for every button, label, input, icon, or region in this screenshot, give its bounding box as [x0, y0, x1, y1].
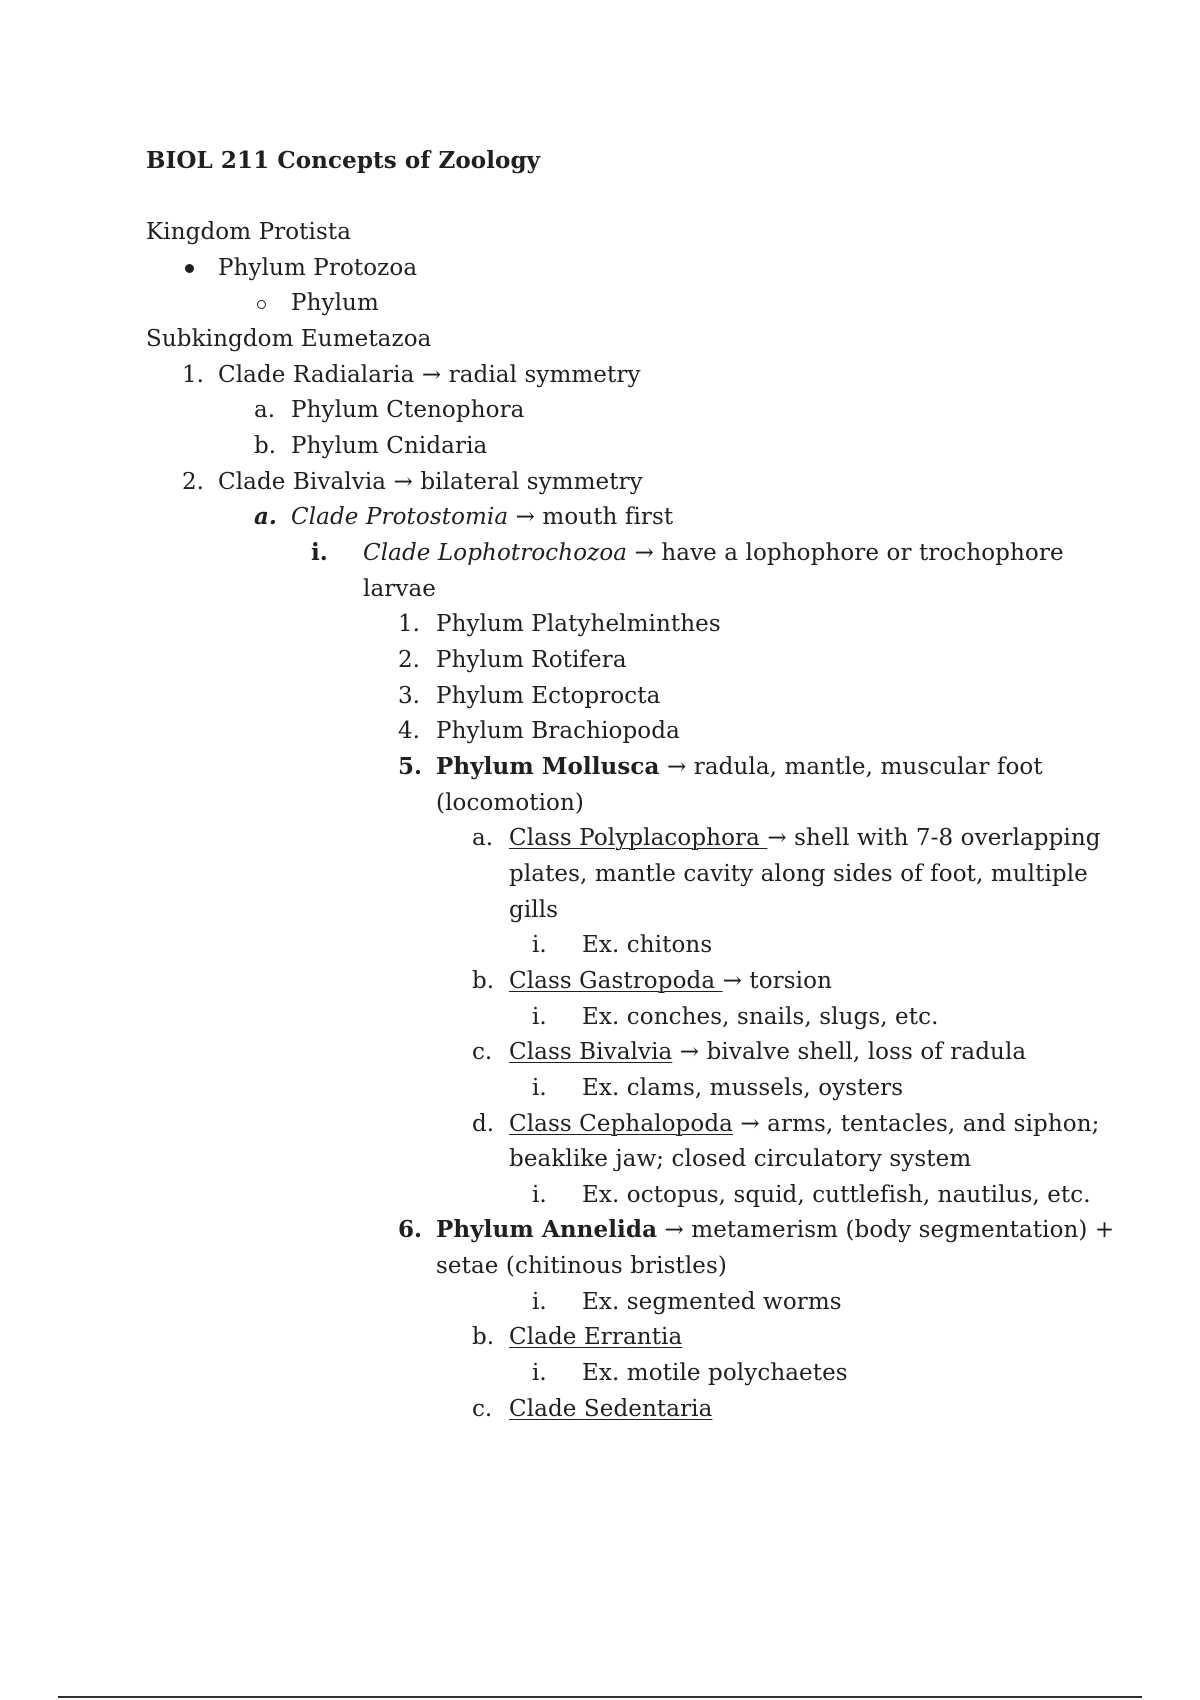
class-gastropoda-item [509, 966, 832, 996]
list-marker: 5. [398, 753, 423, 780]
clade-name: Clade Radialaria [218, 362, 415, 388]
clade-lophotrochozoa-item [363, 538, 1064, 568]
phylum-sub-item: Phylum [291, 290, 379, 316]
example-item: Ex. clams, mussels, oysters [582, 1075, 904, 1101]
example-item: Ex. conches, snails, slugs, etc. [582, 1004, 939, 1030]
phylum-name: Phylum Mollusca [436, 753, 660, 780]
list-marker: b. [472, 1324, 495, 1350]
phylum-ctenophora-item: Phylum Ctenophora [291, 397, 525, 423]
clade-radialaria-item [218, 360, 641, 390]
class-name: Class Cephalopoda [509, 1111, 733, 1137]
list-marker: 6. [398, 1216, 423, 1243]
clade-description: radial symmetry [448, 362, 641, 388]
phylum-mollusca-item [436, 752, 1043, 782]
phylum-name: Phylum Annelida [436, 1216, 658, 1243]
class-description: shell with 7-8 overlapping [794, 825, 1101, 851]
clade-bivalvia-item [218, 467, 643, 497]
class-description-continued: plates, mantle cavity along sides of foot, multiple [509, 861, 1088, 887]
clade-description: have a lophophore or trochophore [661, 540, 1064, 566]
clade-name: Clade Errantia [509, 1324, 683, 1350]
phylum-ectoprocta-item: Phylum Ectoprocta [436, 683, 661, 709]
phylum-description-continued: (locomotion) [436, 790, 584, 816]
arrow-icon: → [421, 362, 442, 388]
class-name: Class Bivalvia [509, 1039, 673, 1065]
arrow-icon: → [679, 1039, 700, 1065]
clade-sedentaria-item [509, 1394, 712, 1424]
footer-divider [58, 1696, 1142, 1698]
class-description: torsion [749, 968, 832, 994]
arrow-icon: → [666, 754, 687, 780]
phylum-rotifera-item: Phylum Rotifera [436, 647, 627, 673]
phylum-description: metamerism (body segmentation) + [691, 1217, 1115, 1243]
list-marker: 1. [182, 362, 204, 388]
list-marker: i. [532, 1360, 547, 1386]
class-description-continued: gills [509, 897, 559, 923]
list-marker: c. [472, 1039, 493, 1065]
kingdom-protista-heading: Kingdom Protista [146, 219, 352, 245]
phylum-platyhelminthes-item: Phylum Platyhelminthes [436, 611, 721, 637]
list-marker: 2. [398, 647, 420, 673]
phylum-annelida-item [436, 1215, 1114, 1245]
list-marker: 1. [398, 611, 420, 637]
clade-name: Clade Sedentaria [509, 1396, 713, 1422]
arrow-icon: → [393, 469, 413, 495]
arrow-icon: → [722, 968, 742, 994]
arrow-icon: → [767, 825, 787, 851]
list-marker: b. [254, 433, 277, 459]
arrow-icon: → [515, 504, 535, 530]
subkingdom-heading: Subkingdom Eumetazoa [146, 326, 432, 352]
clade-description: bilateral symmetry [420, 469, 643, 495]
example-item: Ex. octopus, squid, cuttlefish, nautilus, etc. [582, 1182, 1091, 1208]
bullet-filled-icon [185, 264, 194, 273]
bullet-hollow-icon [257, 300, 266, 309]
list-marker: 4. [398, 718, 420, 744]
phylum-description-continued: setae (chitinous bristles) [436, 1253, 727, 1279]
clade-name: Clade Lophotrochozoa [363, 540, 628, 566]
list-marker: i. [532, 1075, 547, 1101]
class-polyplacophora-item [509, 823, 1101, 853]
phylum-description: radula, mantle, muscular foot [693, 754, 1043, 780]
arrow-icon: → [740, 1111, 760, 1137]
clade-errantia-item [509, 1322, 682, 1352]
arrow-icon: → [664, 1217, 684, 1243]
list-marker: a. [254, 397, 276, 423]
example-item: Ex. motile polychaetes [582, 1360, 848, 1386]
document-title: BIOL 211 Concepts of Zoology [146, 147, 541, 174]
class-description: arms, tentacles, and siphon; [767, 1111, 1100, 1137]
list-marker: b. [472, 968, 495, 994]
arrow-icon: → [634, 540, 654, 566]
list-marker: i. [532, 1004, 547, 1030]
class-description: bivalve shell, loss of radula [706, 1039, 1027, 1065]
clade-name: Clade Bivalvia [218, 469, 387, 495]
class-name: Class Polyplacophora [509, 825, 768, 851]
phylum-brachiopoda-item: Phylum Brachiopoda [436, 718, 680, 744]
list-marker: a. [472, 825, 494, 851]
clade-name: Clade Protostomia [291, 504, 509, 530]
list-marker: d. [472, 1111, 495, 1137]
list-marker: i. [311, 539, 328, 566]
class-name: Class Gastropoda [509, 968, 723, 994]
list-marker: a. [254, 503, 277, 530]
list-marker: 3. [398, 683, 420, 709]
example-item: Ex. segmented worms [582, 1289, 842, 1315]
list-marker: i. [532, 1182, 547, 1208]
class-description-continued: beaklike jaw; closed circulatory system [509, 1146, 972, 1172]
example-item: Ex. chitons [582, 932, 713, 958]
phylum-cnidaria-item: Phylum Cnidaria [291, 433, 488, 459]
clade-protostomia-item [291, 502, 673, 532]
class-cephalopoda-item [509, 1109, 1099, 1139]
list-marker: 2. [182, 469, 204, 495]
list-marker: i. [532, 932, 547, 958]
list-marker: i. [532, 1289, 547, 1315]
class-bivalvia-item [509, 1037, 1026, 1067]
clade-description: mouth first [542, 504, 674, 530]
phylum-protozoa-item: Phylum Protozoa [218, 255, 418, 281]
clade-description-continued: larvae [363, 576, 436, 602]
list-marker: c. [472, 1396, 493, 1422]
